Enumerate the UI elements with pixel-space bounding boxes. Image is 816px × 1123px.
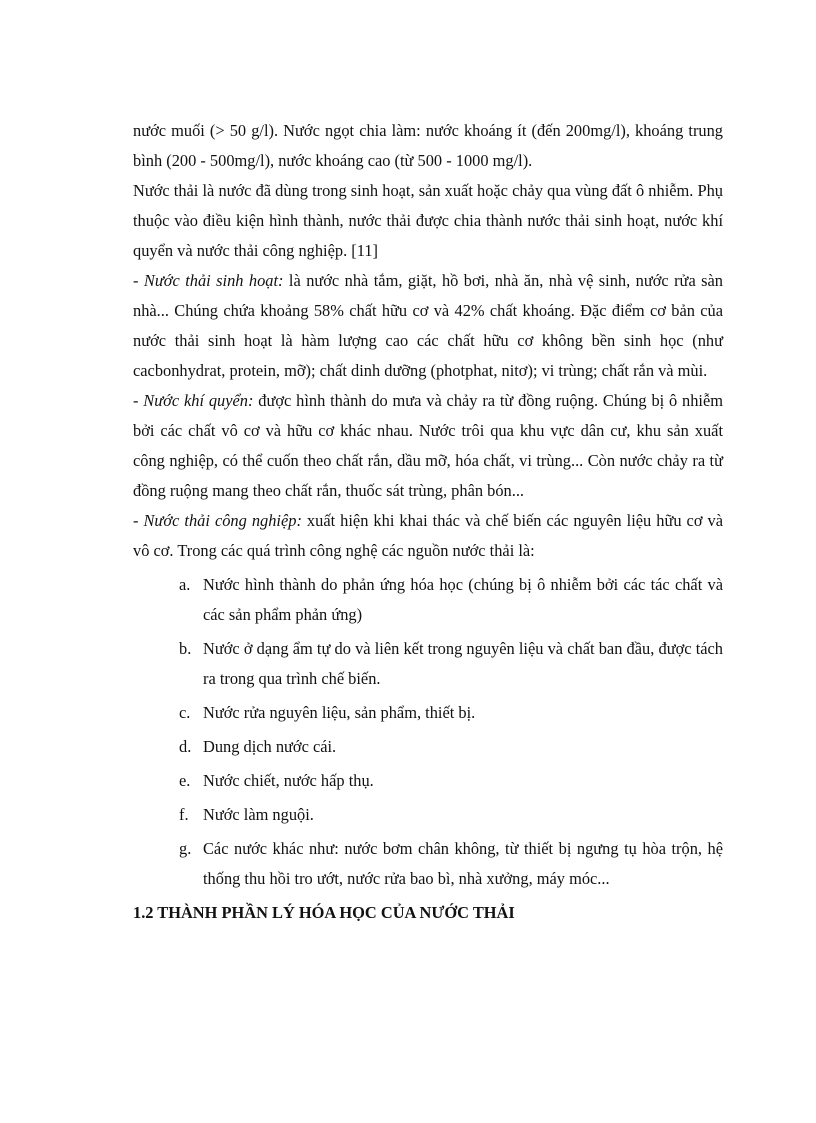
- paragraph-domestic-wastewater: [133, 266, 723, 386]
- term-atmospheric-water: - Nước khí quyển:: [133, 391, 254, 410]
- list-item-text: Các nước khác như: nước bơm chân không, từ thiết bị ngưng tụ hòa trộn, hệ thống thu hồi tro ướt, nước rửa bao bì, nhà xưởng, máy móc...: [203, 839, 723, 888]
- paragraph-atmospheric-water: [133, 386, 723, 506]
- section-heading: 1.2 THÀNH PHẦN LÝ HÓA HỌC CỦA NƯỚC THẢI: [133, 903, 515, 922]
- list-item-marker: b.: [179, 639, 192, 658]
- list-item-text: Nước làm nguội.: [203, 805, 314, 824]
- document-page: [133, 116, 723, 928]
- list-item-marker: e.: [179, 771, 191, 790]
- list-item-marker: c.: [179, 703, 191, 722]
- list-item: [133, 732, 723, 762]
- list-item-marker: a.: [179, 575, 191, 594]
- list-item: [133, 634, 723, 694]
- list-item-marker: f.: [179, 805, 189, 824]
- term-industrial-wastewater: - Nước thải công nghiệp:: [133, 511, 302, 530]
- list-item-text: Nước hình thành do phản ứng hóa học (chúng bị ô nhiễm bởi các tác chất và các sản phẩm phản ứng): [203, 575, 723, 624]
- list-item-marker: d.: [179, 737, 192, 756]
- list-item: [133, 766, 723, 796]
- list-item-text: Nước ở dạng ẩm tự do và liên kết trong nguyên liệu và chất ban đầu, được tách ra trong qua trình chế biến.: [203, 639, 723, 688]
- list-item-text: Nước rửa nguyên liệu, sản phẩm, thiết bị.: [203, 703, 476, 722]
- list-item: [133, 800, 723, 830]
- list-item-text: Dung dịch nước cái.: [203, 737, 337, 756]
- list-item: [133, 570, 723, 630]
- text-atmospheric-water: được hình thành do mưa và chảy ra từ đồng ruộng. Chúng bị ô nhiễm bởi các chất vô cơ và hữu cơ khác nhau. Nước trôi qua khu vực dân cư, khu sản xuất công nghiệp, có thể cuốn theo chất rắn, dầu mỡ, hóa chất, vi trùng... Còn nước chảy ra từ đồng ruộng mang theo chất rắn, thuốc sát trùng, phân bón...: [133, 391, 724, 500]
- term-domestic-wastewater: - Nước thải sinh hoạt:: [133, 271, 284, 290]
- paragraph-wastewater-definition: Nước thải là nước đã dùng trong sinh hoạt, sản xuất hoặc chảy qua vùng đất ô nhiễm. Phụ thuộc vào điều kiện hình thành, nước thải được chia thành nước thải sinh hoạt, nước khí quyển và nước thải công nghiệp. [11]: [133, 181, 723, 260]
- list-item-marker: g.: [179, 839, 192, 858]
- list-item-text: Nước chiết, nước hấp thụ.: [203, 771, 374, 790]
- paragraph-industrial-wastewater: [133, 506, 723, 566]
- text-industrial-wastewater: xuất hiện khi khai thác và chế biến các nguyên liệu hữu cơ và vô cơ. Trong các quá trình công nghệ các nguồn nước thải là:: [133, 511, 724, 560]
- list-item: [133, 698, 723, 728]
- list-item: [133, 834, 723, 894]
- paragraph-salinity: nước muối (> 50 g/l). Nước ngọt chia làm: nước khoáng ít (đến 200mg/l), khoáng trung bình (200 - 500mg/l), nước khoáng cao (từ 500 - 1000 mg/l).: [133, 121, 723, 170]
- text-domestic-wastewater: là nước nhà tắm, giặt, hồ bơi, nhà ăn, nhà vệ sinh, nước rửa sàn nhà... Chúng chứa khoảng 58% chất hữu cơ và 42% chất khoáng. Đặc điểm cơ bản của nước thải sinh hoạt là hàm lượng cao các chất hữu cơ không bền sinh học (như cacbonhydrat, protein, mỡ); chất dinh dưỡng (photphat, nitơ); vi trùng; chất rắn và mùi.: [133, 271, 723, 380]
- wastewater-sources-list: [133, 570, 723, 894]
